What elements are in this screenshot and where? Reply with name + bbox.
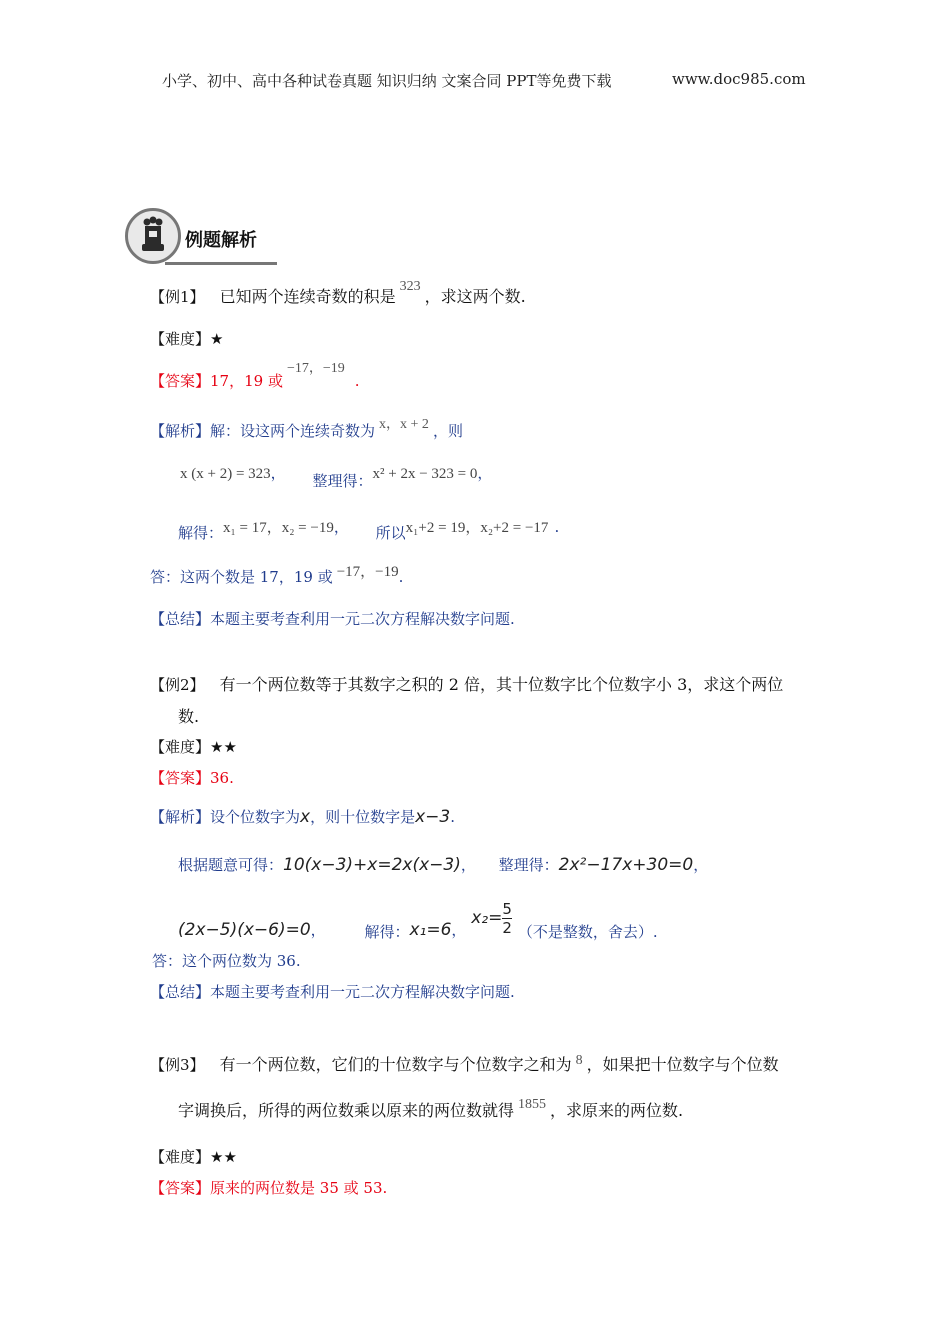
header-tagline: 小学、初中、高中各种试卷真题 知识归纳 文案合同 PPT等免费下载: [162, 72, 612, 90]
example-3-answer: [150, 1177, 387, 1198]
equation-2-label: 整理得：: [498, 856, 559, 874]
final-math: −17，−19: [336, 564, 399, 580]
example-3-text-line2-end: ，求原来的两位数.: [550, 1101, 684, 1120]
analysis-math: x，x + 2: [379, 417, 429, 432]
equation-2-end: ，: [477, 464, 493, 482]
example-2-summary: [150, 981, 515, 1002]
example-1-final: [150, 566, 403, 587]
answer-text: 36.: [210, 769, 234, 787]
solution-math: x₁ = 17，x₂ = −19: [223, 520, 334, 536]
solution-2-fraction: [502, 900, 512, 937]
solution-label: 解得：: [178, 524, 224, 542]
example-1-equations: [180, 462, 493, 490]
example-2-text: 有一个两位数等于其数字之积的 2 倍，其十位数字比个位数字小 3，求这个两位: [219, 675, 784, 694]
solution-2-lhs: x₂=: [471, 907, 503, 928]
answer-label: 【答案】: [150, 1179, 211, 1197]
equation-2-label: 整理得：: [312, 472, 373, 490]
equation-1-end: ，: [270, 464, 286, 482]
example-3-text: 有一个两位数，它们的十位数字与个位数字之和为: [219, 1055, 572, 1074]
equation-3: (2x−5)(x−6)=0: [178, 919, 311, 940]
answer-end: .: [354, 372, 360, 390]
difficulty-label: 【难度】: [150, 1148, 211, 1166]
example-1-difficulty: [150, 328, 223, 349]
example-2-analysis: [150, 806, 455, 827]
example-3-difficulty: [150, 1146, 237, 1167]
example-1-solution: [178, 516, 560, 542]
analysis-label: 【解析】: [150, 422, 211, 440]
example-3-question-cont: [178, 1098, 683, 1121]
summary-text: 本题主要考查利用一元二次方程解决数字问题.: [210, 610, 515, 628]
example-2-question-cont: 数.: [178, 707, 200, 726]
fraction-numerator: 5: [502, 900, 512, 918]
answer-label: 【答案】: [150, 372, 211, 390]
fraction-denominator: 2: [502, 919, 512, 937]
header-url: www.doc985.com: [672, 70, 806, 88]
equation-2: 2x²−17x+30=0: [558, 855, 694, 875]
analysis-end: ，则: [432, 422, 463, 440]
summary-label: 【总结】: [150, 610, 211, 628]
analysis-mid: ，则十位数字是: [310, 808, 416, 826]
solution-1: x₁=6: [409, 919, 452, 940]
equation-2: x² + 2x − 323 = 0: [372, 466, 478, 482]
section-title: 例题解析: [185, 230, 257, 251]
analysis-expr: x−3: [415, 807, 451, 827]
answer-text: 17，19 或: [210, 372, 283, 390]
example-1-answer: [150, 361, 360, 391]
equation-1: 10(x−3)+x=2x(x−3): [283, 855, 461, 875]
final-end: .: [398, 568, 404, 586]
solution-sep: ，: [451, 920, 467, 939]
example-2-label: 【例2】: [150, 676, 205, 694]
example-2-final: 答：这个两位数为 36.: [152, 952, 301, 970]
example-3-number-1: 8: [575, 1053, 583, 1068]
so-math: x₁+2 = 19，x₂+2 = −17: [405, 520, 549, 536]
castle-icon: [125, 208, 181, 264]
so-label: 所以: [375, 524, 406, 542]
example-3-question: [150, 1052, 779, 1075]
summary-label: 【总结】: [150, 983, 211, 1001]
difficulty-stars: ★★: [210, 1148, 237, 1166]
example-1-question: [150, 279, 526, 307]
answer-label: 【答案】: [150, 769, 211, 787]
example-1-text-end: ，求这两个数.: [424, 287, 526, 306]
solution-sep: ，: [333, 518, 349, 536]
example-2-difficulty: [150, 736, 237, 757]
example-1-text: 已知两个连续奇数的积是: [219, 287, 396, 306]
analysis-var: x: [300, 807, 311, 827]
example-2-equations: [178, 854, 708, 875]
equation-3-end: ，: [310, 920, 326, 939]
section-banner: [125, 208, 275, 264]
equation-1: x (x + 2) = 323: [180, 466, 271, 482]
example-2-question: [150, 672, 783, 695]
summary-text: 本题主要考查利用一元二次方程解决数字问题.: [210, 983, 515, 1001]
difficulty-stars: ★★: [210, 738, 237, 756]
example-1-summary: [150, 608, 515, 629]
example-1-label: 【例1】: [150, 288, 205, 306]
answer-text: 原来的两位数是 35 或 53.: [210, 1179, 388, 1197]
analysis-text: 设个位数字为: [210, 808, 301, 826]
difficulty-stars: ★: [210, 330, 224, 348]
example-1-number: 323: [399, 279, 421, 294]
difficulty-label: 【难度】: [150, 330, 211, 348]
analysis-label: 【解析】: [150, 808, 211, 826]
example-3-text-line2: 字调换后，所得的两位数乘以原来的两位数就得: [178, 1101, 515, 1120]
analysis-end: .: [450, 808, 456, 826]
example-3-text-mid: ，如果把十位数字与个位数: [586, 1055, 779, 1074]
example-1-analysis: [150, 417, 463, 441]
equation-2-end: ，: [693, 856, 709, 874]
equation-label: 根据题意可得：: [178, 856, 284, 874]
answer-math: −17，−19: [286, 361, 345, 376]
so-end: .: [554, 518, 560, 536]
analysis-text: 解：设这两个连续奇数为: [210, 422, 376, 440]
equation-1-end: ，: [460, 856, 476, 874]
example-2-solution: [178, 900, 658, 941]
example-3-number-2: 1855: [518, 1097, 547, 1112]
solution-label: 解得：: [364, 922, 410, 941]
example-3-label: 【例3】: [150, 1056, 205, 1074]
solution-2-note: （不是整数，舍去）.: [517, 922, 658, 941]
difficulty-label: 【难度】: [150, 738, 211, 756]
example-2-answer: [150, 767, 234, 788]
final-text: 答：这两个数是 17，19 或: [150, 568, 333, 586]
